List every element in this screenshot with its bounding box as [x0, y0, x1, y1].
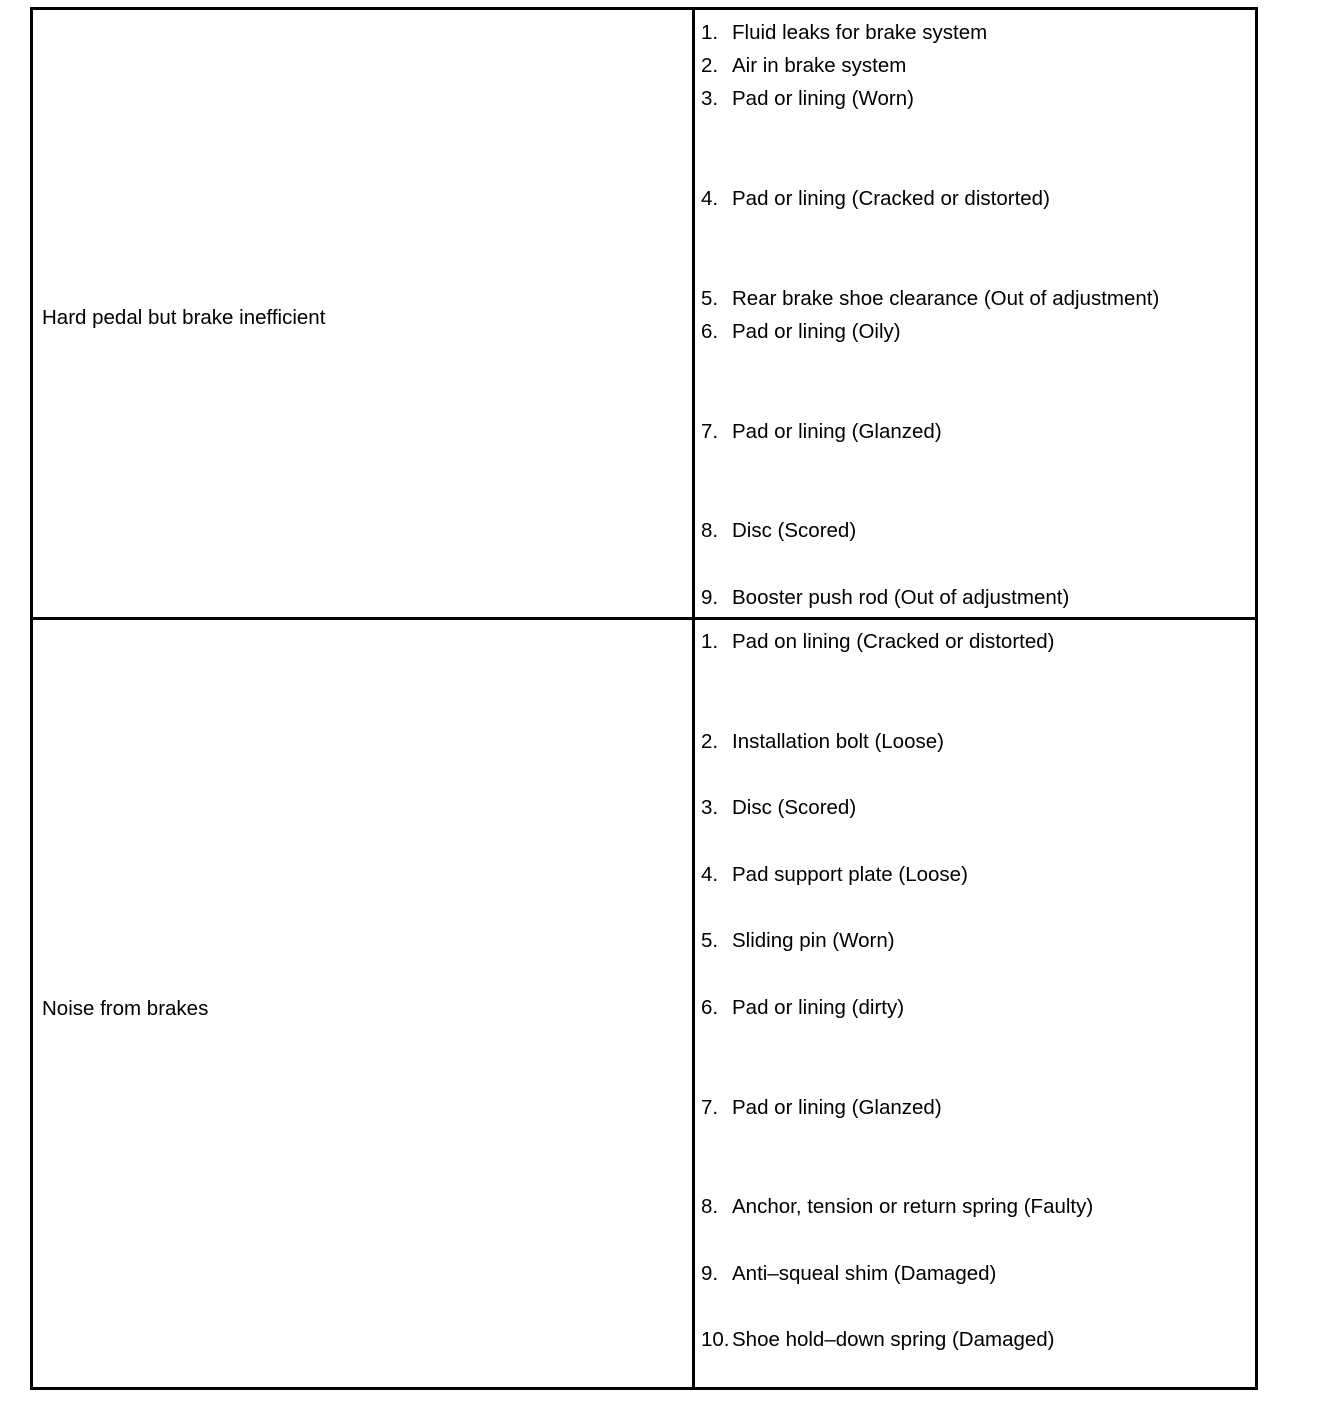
cause-text: Pad or lining (Oily) — [732, 320, 901, 343]
cause-text: Pad or lining (Glanzed) — [732, 420, 942, 443]
cause-text: Shoe hold–down spring (Damaged) — [732, 1328, 1055, 1351]
cause-number: 2. — [701, 730, 719, 753]
cause-text: Disc (Scored) — [732, 519, 857, 542]
cause-number: 1. — [701, 630, 719, 653]
cause-item — [701, 1262, 996, 1286]
cause-text: Anti–squeal shim (Damaged) — [732, 1262, 997, 1285]
cause-number: 3. — [701, 87, 719, 110]
cause-text: Air in brake system — [732, 54, 907, 77]
cause-number: 7. — [701, 1096, 719, 1119]
cause-text: Pad support plate (Loose) — [732, 863, 968, 886]
cause-text: Pad or lining (Worn) — [732, 87, 914, 110]
cause-list — [701, 620, 1251, 1387]
cause-text: Sliding pin (Worn) — [732, 929, 895, 952]
table-row — [33, 620, 1255, 1387]
cause-item — [701, 1195, 1093, 1219]
cause-number: 9. — [701, 586, 719, 609]
cause-item — [701, 586, 1069, 610]
cause-text: Installation bolt (Loose) — [732, 730, 944, 753]
cause-item — [701, 1096, 942, 1120]
cause-item — [701, 54, 906, 78]
cause-number: 5. — [701, 929, 719, 952]
cause-item — [701, 187, 1050, 211]
cause-text: Anchor, tension or return spring (Faulty) — [732, 1195, 1094, 1218]
cause-number: 8. — [701, 1195, 719, 1218]
cause-text: Pad or lining (dirty) — [732, 996, 905, 1019]
cause-item — [701, 929, 895, 953]
troubleshooting-table — [30, 7, 1258, 1390]
cause-number: 2. — [701, 54, 719, 77]
column-divider — [692, 10, 695, 1387]
cause-text: Rear brake shoe clearance (Out of adjustment) — [732, 287, 1160, 310]
cause-text: Booster push rod (Out of adjustment) — [732, 586, 1070, 609]
cause-item — [701, 730, 944, 754]
cause-text: Fluid leaks for brake system — [732, 21, 988, 44]
cause-number: 1. — [701, 21, 719, 44]
cause-item — [701, 287, 1159, 311]
cause-number: 5. — [701, 287, 719, 310]
cause-number: 7. — [701, 420, 719, 443]
cause-item — [701, 630, 1054, 654]
cause-item — [701, 21, 987, 45]
cause-text: Pad or lining (Glanzed) — [732, 1096, 942, 1119]
cause-item — [701, 519, 856, 543]
cause-item — [701, 87, 914, 111]
cause-number: 8. — [701, 519, 719, 542]
cause-item — [701, 796, 856, 820]
symptom-cell: Noise from brakes — [42, 997, 209, 1020]
cause-number: 6. — [701, 996, 719, 1019]
cause-item — [701, 320, 901, 344]
cause-item — [701, 1328, 1055, 1352]
cause-number: 10. — [701, 1328, 730, 1351]
cause-text: Pad on lining (Cracked or distorted) — [732, 630, 1055, 653]
cause-number: 6. — [701, 320, 719, 343]
cause-text: Pad or lining (Cracked or distorted) — [732, 187, 1050, 210]
cause-item — [701, 863, 968, 887]
cause-number: 9. — [701, 1262, 719, 1285]
cause-number: 4. — [701, 863, 719, 886]
cause-number: 4. — [701, 187, 719, 210]
cause-text: Disc (Scored) — [732, 796, 857, 819]
cause-list — [701, 10, 1251, 617]
cause-number: 3. — [701, 796, 719, 819]
symptom-cell: Hard pedal but brake inefficient — [42, 306, 326, 329]
cause-item — [701, 996, 904, 1020]
table-row — [33, 10, 1255, 617]
cause-item — [701, 420, 942, 444]
